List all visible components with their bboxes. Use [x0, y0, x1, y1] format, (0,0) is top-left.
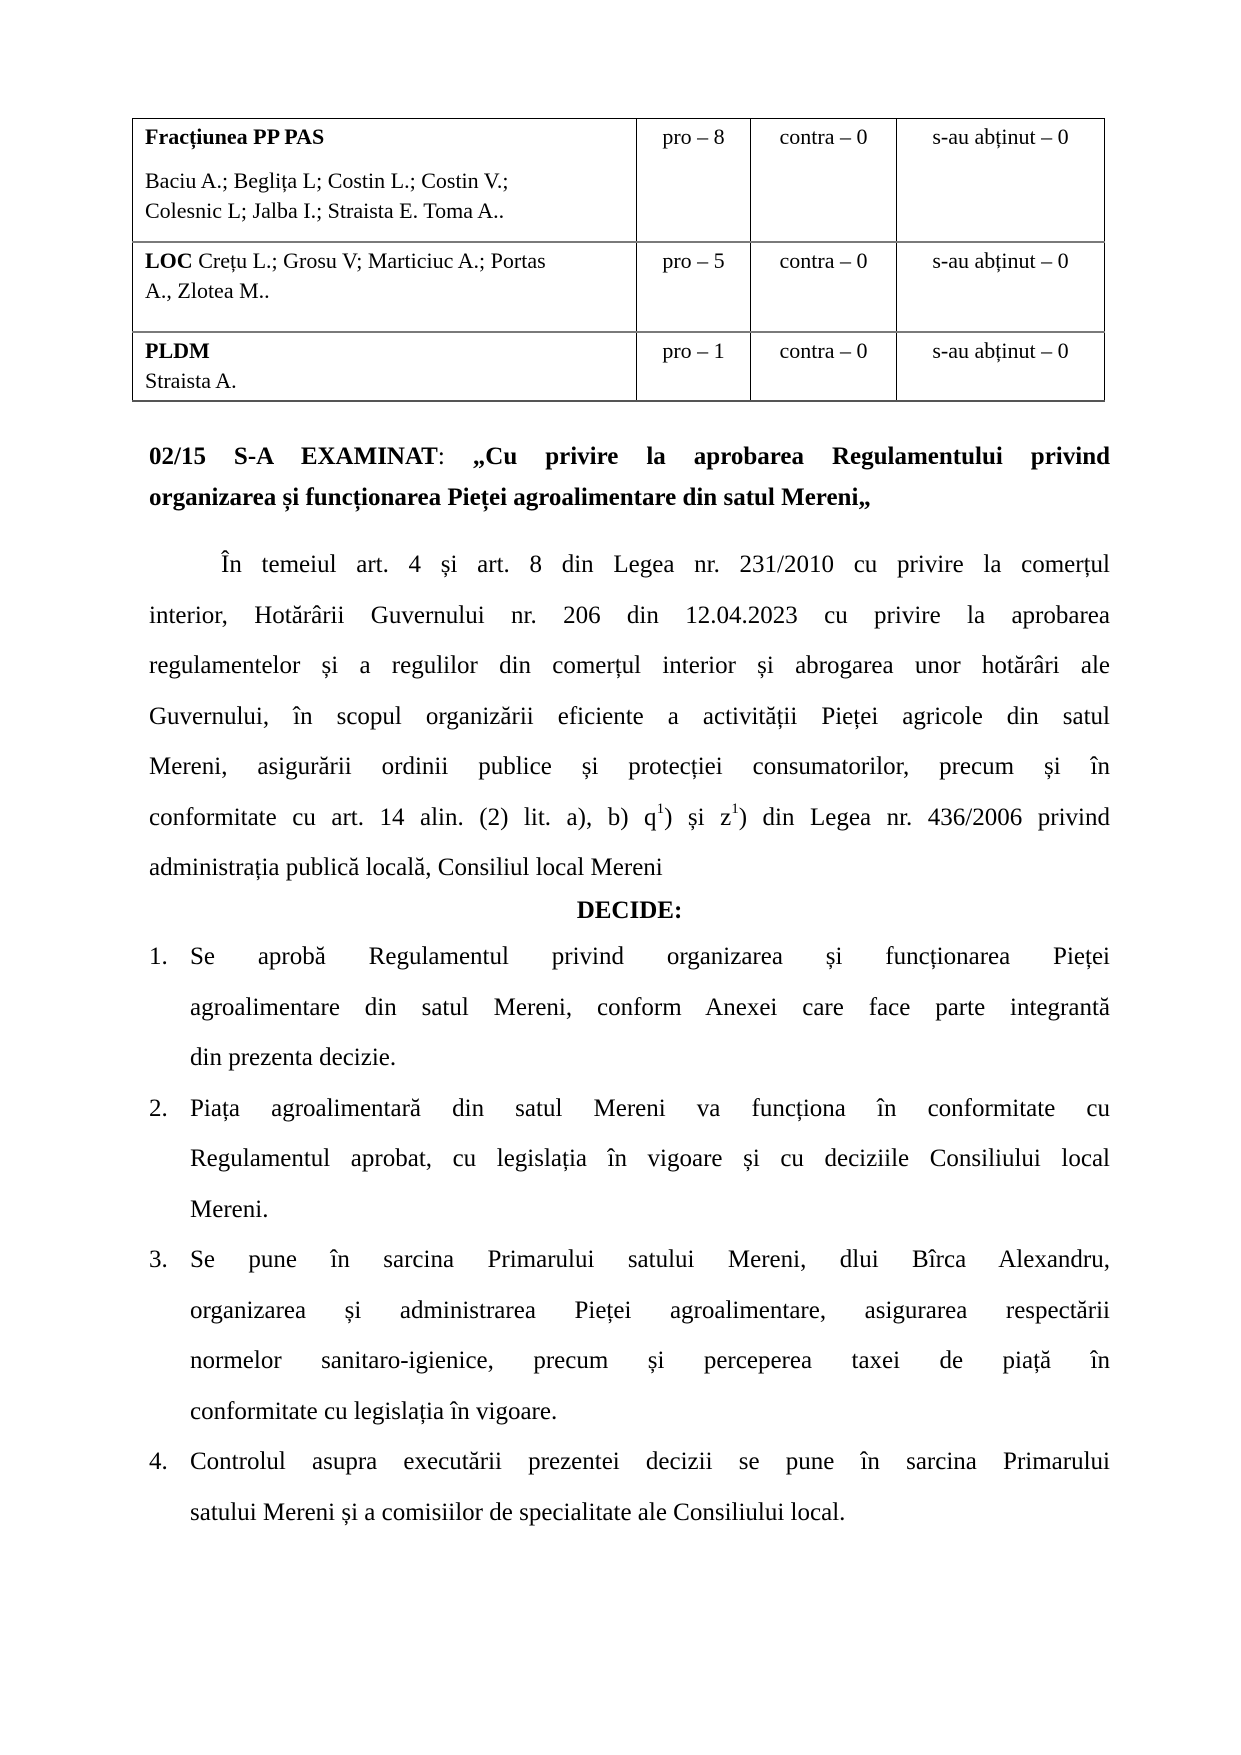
item-number: 2.: [149, 1094, 168, 1122]
table-row: [133, 242, 1105, 332]
vote-results-table: [132, 118, 1105, 402]
faction-cell: [133, 242, 637, 332]
faction-members: A., Zlotea M..: [145, 278, 270, 303]
votes-pro: pro – 1: [637, 332, 751, 401]
votes-abstained: s-au abținut – 0: [897, 242, 1105, 332]
votes-abstained: s-au abținut – 0: [897, 119, 1105, 243]
decide-heading: DECIDE:: [576, 897, 683, 924]
votes-contra: contra – 0: [751, 332, 897, 401]
faction-name: LOC: [145, 248, 193, 273]
list-item: 2. Piața agroalimentară din satul Mereni va funcționa în conformitate cu Regulamentul aprobat, cu legislația în vigoare și cu deciziile Consiliului local Mereni.: [149, 1084, 1110, 1236]
agenda-item-title: „Cu privire la aprobarea Regulamentului privind: [444, 443, 1110, 470]
legal-basis-paragraph: În temeiul art. 4 și art. 8 din Legea nr. 231/2010 cu privire la comerțul interior, Hotărârii Guvernului nr. 206 din 12.04.2023 cu privire la aprobarea regulamentelor și a regulilor din comerțul interior și abrogarea unor hotărâri ale Guvernului, în scopul organizării eficiente a activității Pieței agricole din satul Mereni, asigurării ordinii publice și protecției consumatorilor, precum și în conformitate cu art. 14 alin. (2) lit. a), b) $q^1$) și $z^1$) din Legea nr. 436/2006 privind administrația publică locală, Consiliul local Mereni: [149, 551, 1110, 881]
item-number: 1.: [149, 943, 168, 970]
votes-contra: contra – 0: [751, 242, 897, 332]
table-row: [133, 332, 1105, 401]
votes-abstained: s-au abținut – 0: [897, 332, 1105, 401]
table-row: [133, 119, 1105, 243]
votes-pro: pro – 5: [637, 242, 751, 332]
faction-name: Fracțiunea PP PAS: [145, 124, 325, 149]
item-number: 4.: [149, 1448, 168, 1475]
agenda-item-number: 02/15 S-A EXAMINAT: [149, 443, 438, 470]
faction-members: Crețu L.; Grosu V; Marticiuc A.; Portas: [192, 248, 546, 273]
faction-members: Colesnic L; Jalba I.; Straista E. Toma A..: [145, 198, 505, 223]
votes-contra: contra – 0: [751, 119, 897, 243]
agenda-item-heading: 02/15 S-A EXAMINAT: „Cu privire la aprobarea Regulamentului privind organizarea și funcționarea Pieței agroalimentare din satul Mereni„: [149, 436, 1110, 518]
list-item: 1. Se aprobă Regulamentul privind organizarea și funcționarea Pieței agroalimentare din satul Mereni, conform Anexei care face parte integrantă din prezenta decizie.: [149, 932, 1110, 1084]
faction-cell: [133, 119, 637, 243]
faction-members: Straista A.: [145, 368, 237, 393]
list-item: 3. Se pune în sarcina Primarului satului Mereni, dlui Bîrca Alexandru, organizarea și administrarea Pieței agroalimentare, asigurarea respectării normelor sanitaro-igienice, precum și perceperea taxei de piață în conformitate cu legislația în vigoare.: [149, 1235, 1110, 1437]
agenda-item-title: organizarea și funcționarea Pieței agroalimentare din satul Mereni„: [149, 484, 871, 511]
votes-pro: pro – 8: [637, 119, 751, 243]
decisions-list: [149, 932, 1110, 1538]
faction-name: PLDM: [145, 338, 210, 363]
faction-members: Baciu A.; Beglița L; Costin L.; Costin V.;: [145, 168, 509, 193]
faction-cell: [133, 332, 637, 401]
item-number: 3.: [149, 1246, 168, 1273]
list-item: 4. Controlul asupra executării prezentei decizii se pune în sarcina Primarului satului Mereni și a comisiilor de specialitate ale Consiliului local.: [149, 1437, 1110, 1538]
